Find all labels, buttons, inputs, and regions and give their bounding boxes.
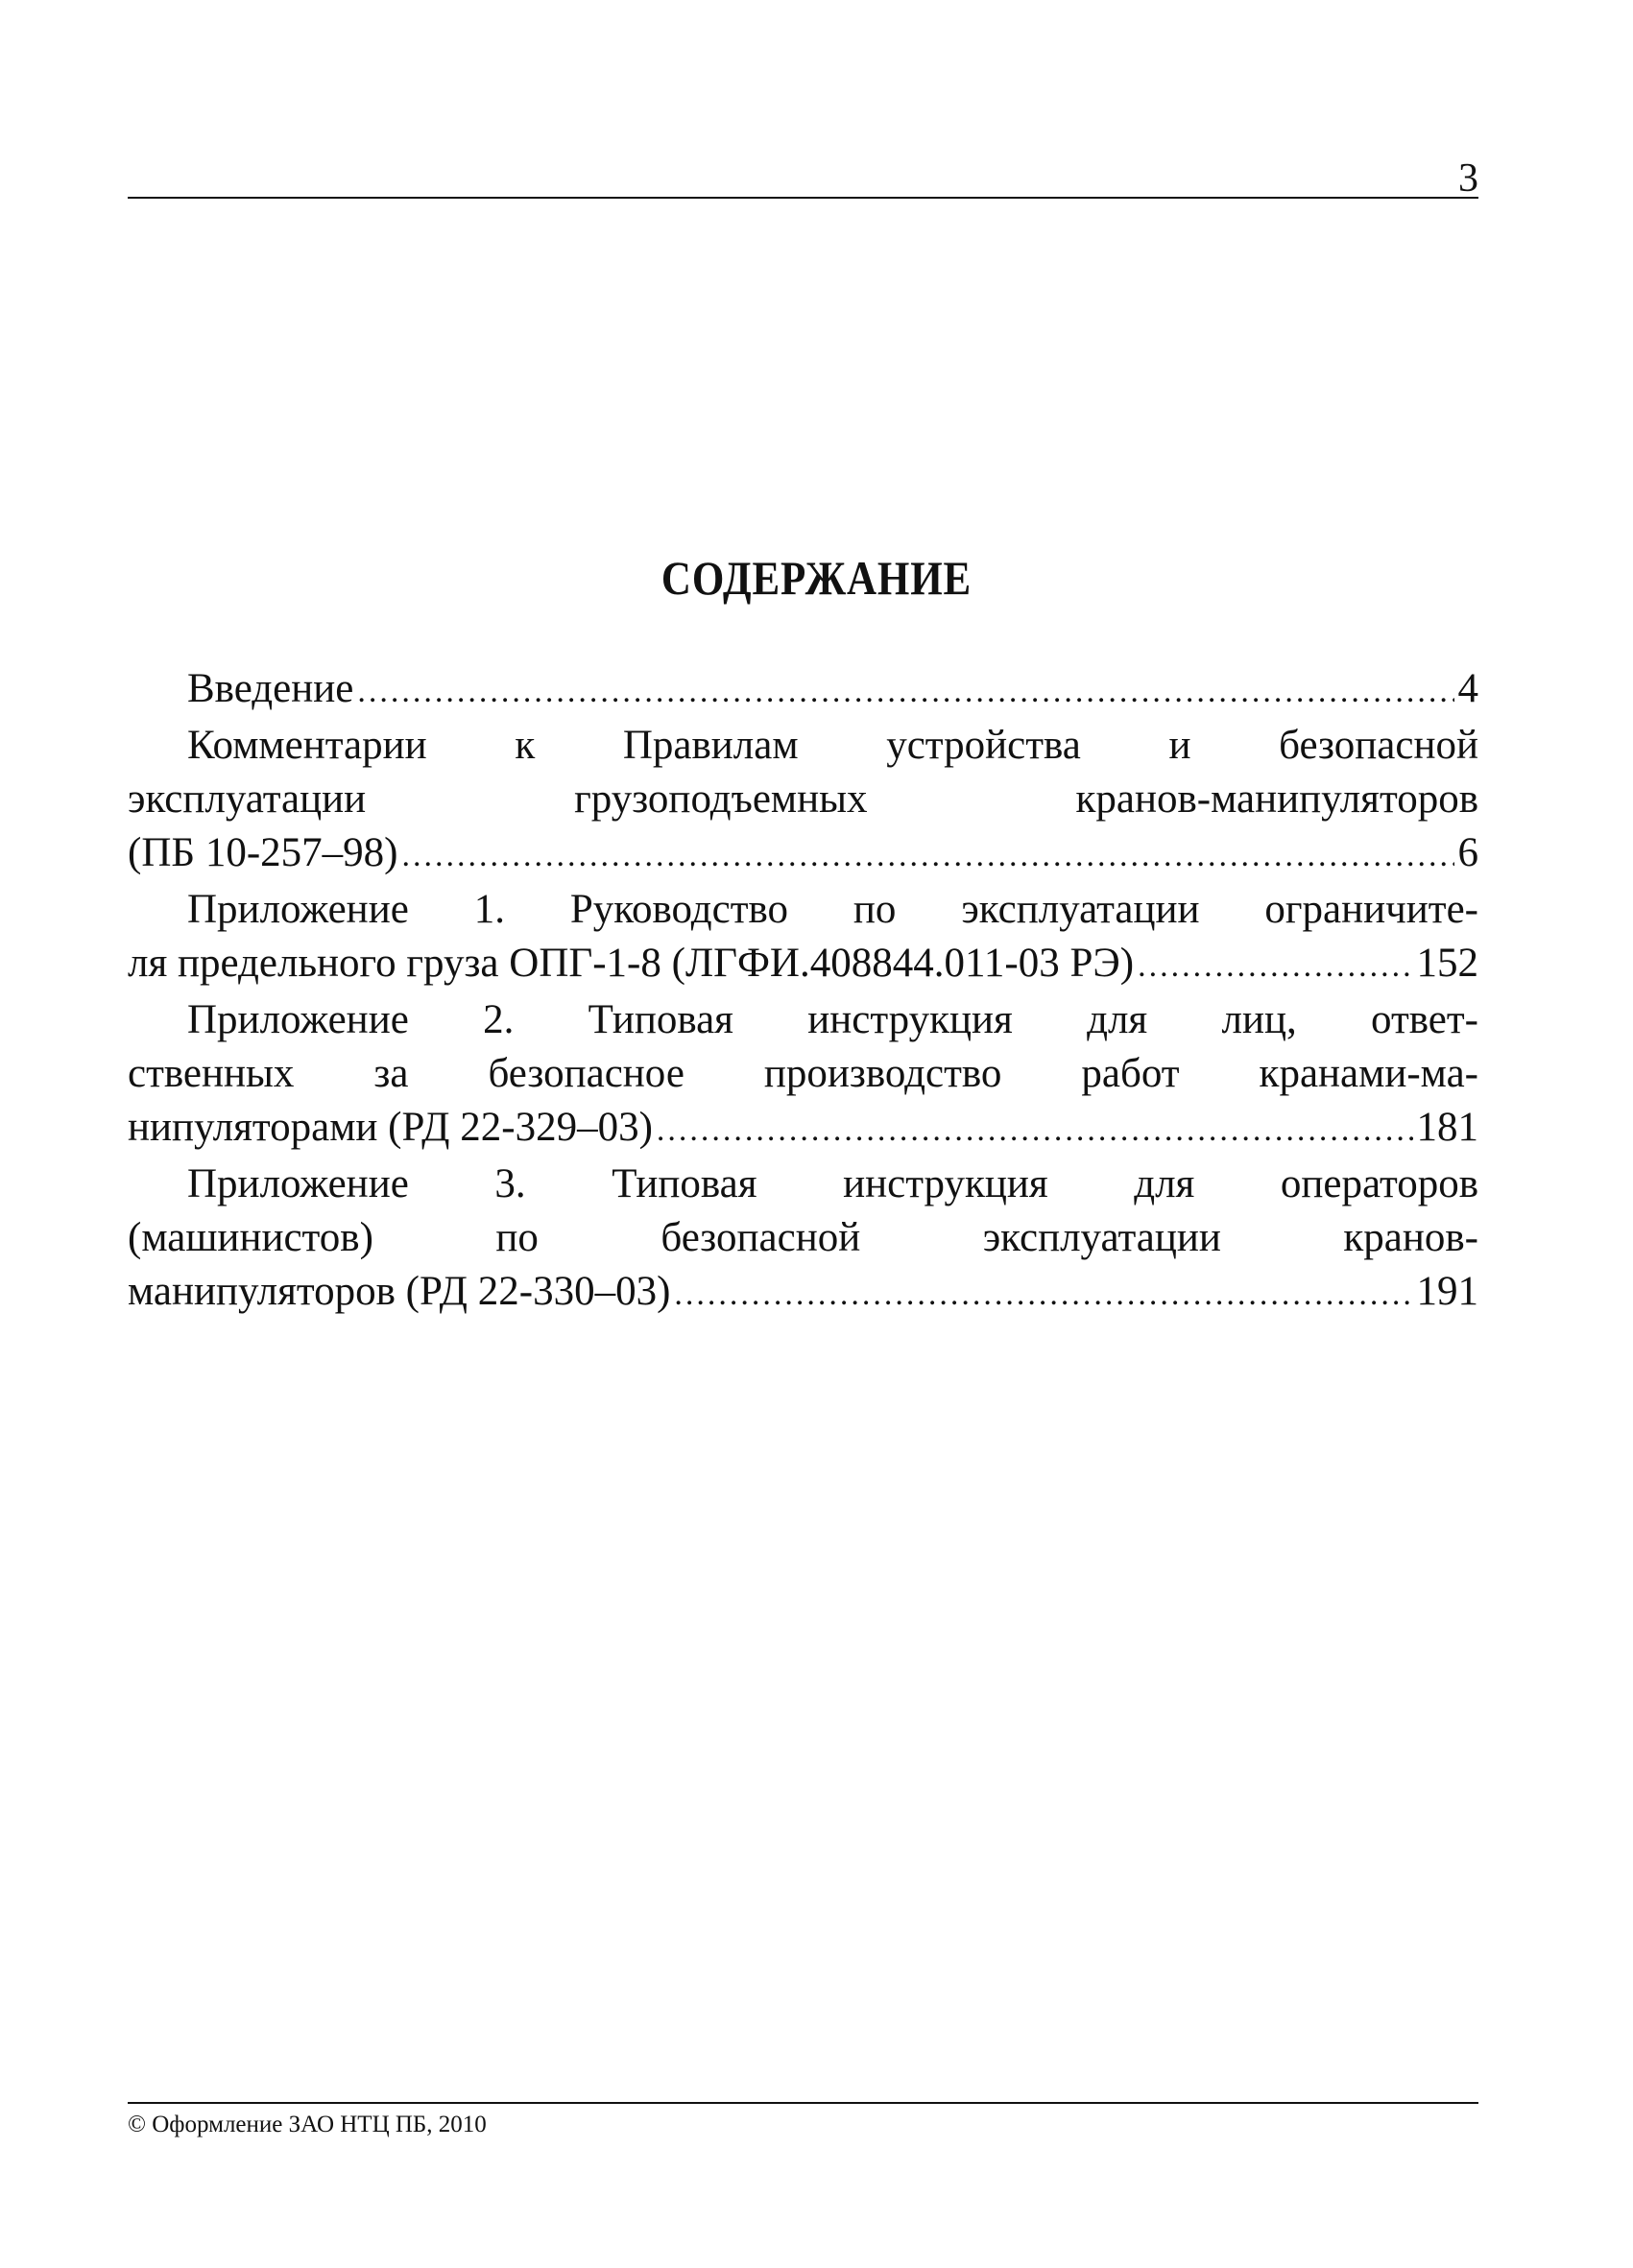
toc-entry-page: 181 [1416, 1105, 1478, 1150]
toc-entry-page: 6 [1457, 830, 1478, 875]
header-rule [128, 197, 1478, 199]
toc-entry-line: Приложение 2. Типовая инструкция для лиц, ответ- [187, 997, 1478, 1042]
toc-entry-appendix-3[interactable] [128, 1158, 1478, 1322]
toc-entry-text: манипуляторов (РД 22-330–03) [128, 1269, 671, 1314]
toc-entry-line: эксплуатации грузоподъемных кранов-манипуляторов [128, 776, 1478, 822]
toc-entry-line [128, 937, 1478, 993]
toc-entry-appendix-1[interactable] [128, 883, 1478, 993]
toc-entry-page: 152 [1416, 941, 1478, 986]
toc-entry-text: Введение [187, 666, 354, 711]
toc-entry-text: нипуляторами (РД 22-329–03) [128, 1105, 653, 1150]
toc-entry-page: 4 [1457, 666, 1478, 711]
dot-leader [401, 829, 1453, 883]
footer-copyright: © Оформление ЗАО НТЦ ПБ, 2010 [128, 2112, 487, 2137]
toc-entry-line: Приложение 3. Типовая инструкция для операторов [187, 1161, 1478, 1206]
toc-entry-commentary[interactable] [128, 719, 1478, 883]
toc-entry-line [128, 662, 1478, 719]
toc-entry-line: Приложение 1. Руководство по эксплуатации ограничите- [187, 887, 1478, 932]
toc-entry-introduction[interactable] [128, 662, 1478, 719]
toc-entry-text: ля предельного груза ОПГ-1-8 (ЛГФИ.408844.011-03 РЭ) [128, 941, 1135, 986]
dot-leader [657, 1104, 1413, 1158]
dot-leader [357, 665, 1453, 719]
footer-rule [128, 2102, 1478, 2104]
toc-entry-page: 191 [1416, 1269, 1478, 1314]
toc-entry-line [128, 826, 1478, 883]
toc-entry-text: (ПБ 10-257–98) [128, 830, 398, 875]
toc-entry-line [128, 1265, 1478, 1322]
table-of-contents [128, 662, 1478, 1322]
toc-entry-line: (машинистов) по безопасной эксплуатации кранов- [128, 1215, 1478, 1260]
toc-entry-line: ственных за безопасное производство работ кранами-ма- [128, 1051, 1478, 1096]
dot-leader [1138, 940, 1412, 993]
toc-entry-line: Комментарии к Правилам устройства и безопасной [187, 723, 1478, 768]
toc-title: СОДЕРЖАНИЕ [660, 551, 973, 605]
toc-entry-line [128, 1101, 1478, 1158]
page-number: 3 [1458, 156, 1478, 201]
toc-entry-appendix-2[interactable] [128, 993, 1478, 1158]
dot-leader [674, 1268, 1412, 1322]
